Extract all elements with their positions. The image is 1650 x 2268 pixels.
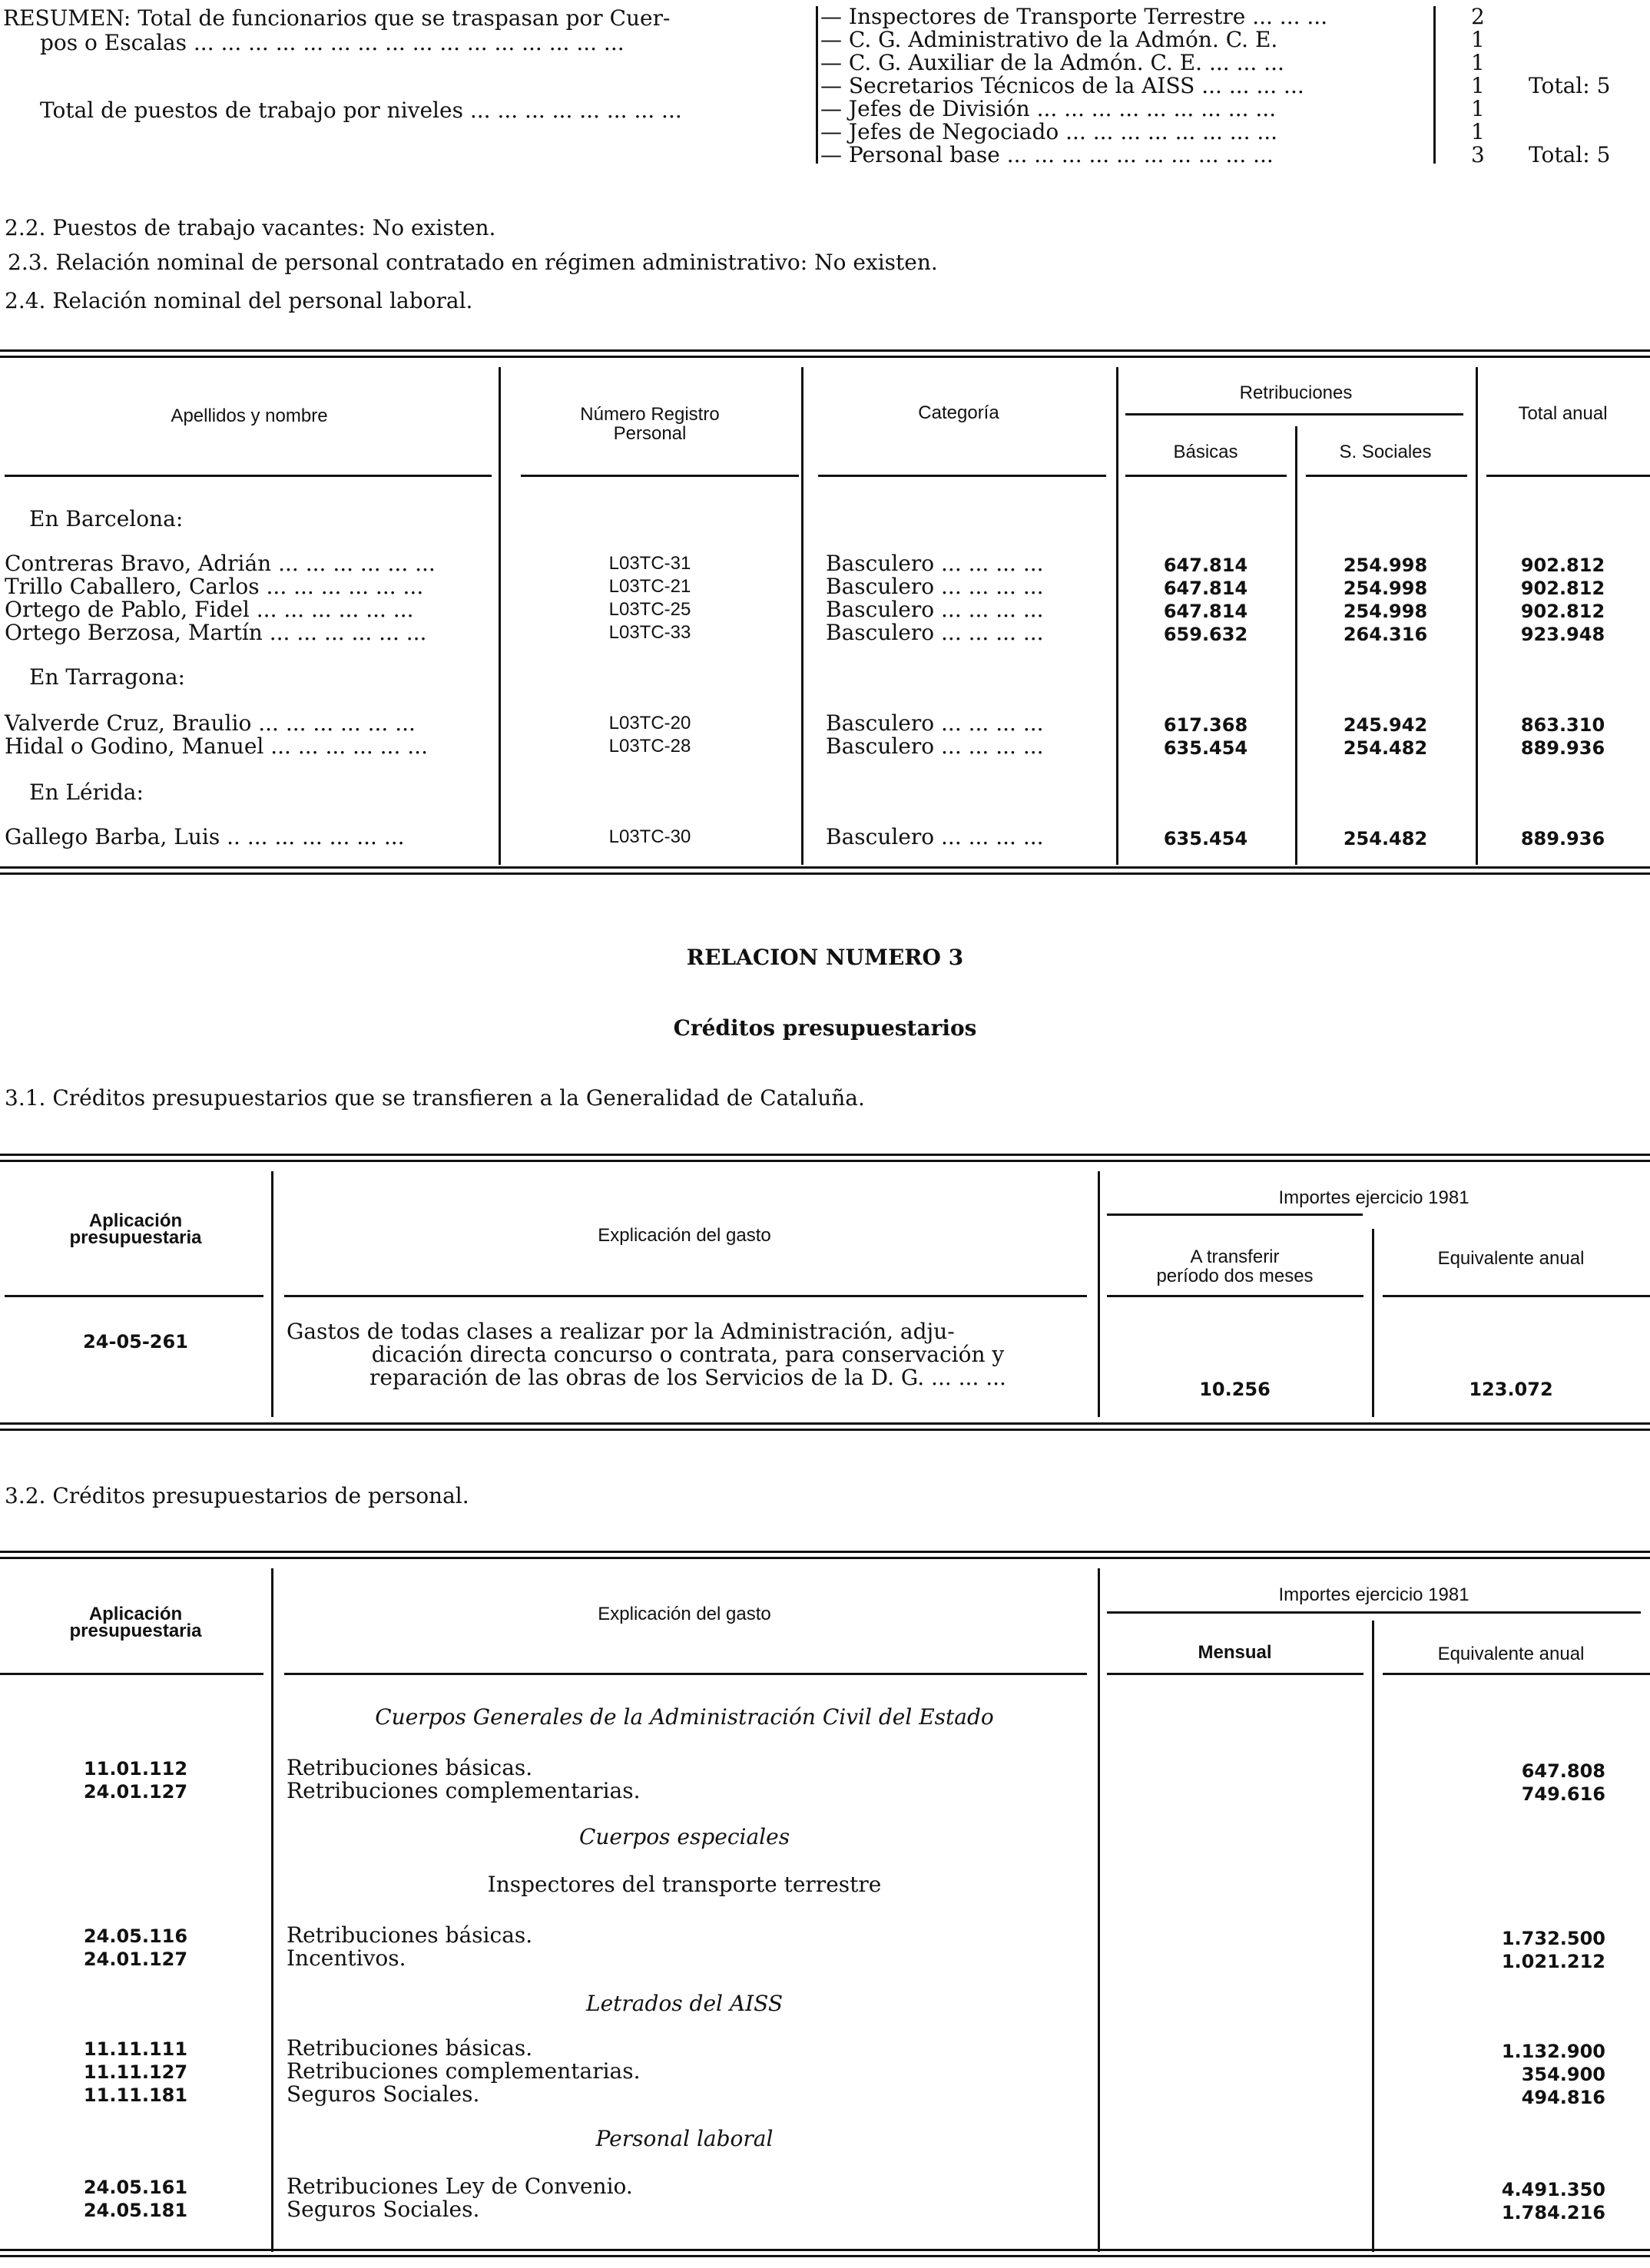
location-group: En Tarragona: [29, 664, 185, 690]
total-value: 923.948 [1520, 624, 1605, 645]
header-anual: Equivalente anual [1437, 1644, 1585, 1664]
resumen-item-label: — C. G. Auxiliar de la Admón. C. E. ... ... ... [820, 50, 1284, 75]
header-categoria: Categoría [918, 402, 999, 423]
employee-name: Ortego de Pablo, Fidel ... ... ... ... ... ... [5, 597, 414, 622]
aplicacion-code: 24.01.127 [83, 1781, 188, 1803]
importes-underline [1107, 1611, 1641, 1614]
explicacion: Retribuciones complementarias. [287, 2058, 641, 2084]
categoria: Basculero ... ... ... ... [826, 597, 1044, 622]
anual-value: 1.021.212 [1501, 1951, 1605, 1972]
explicacion-line: Gastos de todas clases a realizar por la Administración, adju- [287, 1319, 955, 1344]
explicacion: Seguros Sociales. [287, 2197, 480, 2222]
basicas-value: 647.814 [1163, 578, 1248, 599]
total-value: 889.936 [1520, 737, 1605, 759]
column-divider [271, 1171, 273, 1417]
double-rule [0, 866, 1650, 869]
header-underline [818, 475, 1106, 477]
relacion-subtitle: Créditos presupuestarios [673, 1015, 977, 1041]
anual-value: 1.132.900 [1501, 2041, 1605, 2062]
resumen-item-count: 1 [1471, 50, 1485, 75]
categoria: Basculero ... ... ... ... [826, 733, 1044, 759]
registro-number: L03TC-31 [608, 553, 691, 574]
transferir-value: 10.256 [1199, 1379, 1271, 1400]
header-underline [1107, 1295, 1363, 1297]
section-heading: Cuerpos Generales de la Administración Civil del Estado [375, 1704, 994, 1730]
anual-value: 647.808 [1521, 1760, 1605, 1782]
explicacion: Retribuciones complementarias. [287, 1778, 641, 1803]
aplicacion-code: 11.11.181 [83, 2084, 188, 2106]
registro-number: L03TC-20 [608, 713, 691, 733]
anual-value: 123.072 [1469, 1379, 1553, 1400]
aplicacion-code: 24.05.116 [83, 1925, 188, 1947]
header-explicacion: Explicación del gasto [598, 1604, 771, 1624]
relacion-title: RELACION NUMERO 3 [686, 945, 964, 970]
header-registro: Número Registro [580, 404, 720, 425]
header-underline [1306, 475, 1467, 477]
sociales-value: 254.482 [1343, 737, 1428, 759]
explicacion: Retribuciones básicas. [287, 1922, 533, 1948]
header-underline [1125, 475, 1287, 477]
header-transferir: período dos meses [1156, 1266, 1314, 1286]
registro-number: L03TC-21 [608, 576, 691, 597]
resumen-brace-line [816, 6, 818, 164]
importes-underline [1107, 1213, 1363, 1216]
resumen-item-count: 1 [1471, 96, 1485, 121]
section-heading: Letrados del AISS [585, 1991, 784, 2016]
employee-name: Valverde Cruz, Braulio ... ... ... ... ... ... [5, 710, 416, 736]
anual-value: 4.491.350 [1501, 2179, 1605, 2200]
resumen-item-total: Total: 5 [1529, 73, 1611, 98]
location-group: En Barcelona: [29, 506, 184, 531]
column-divider [1295, 426, 1297, 865]
aplicacion-code: 11.11.111 [83, 2038, 188, 2060]
explicacion-line: reparación de las obras de los Servicios de la D. G. ... ... ... [369, 1365, 1006, 1390]
header-underline [0, 1673, 263, 1675]
aplicacion-code: 24.05.181 [83, 2200, 188, 2221]
basicas-value: 635.454 [1163, 737, 1248, 759]
double-rule [0, 1551, 1650, 1553]
header-total: Total anual [1518, 403, 1608, 424]
registro-number: L03TC-25 [608, 599, 691, 620]
section-3-2: 3.2. Créditos presupuestarios de personal. [5, 1483, 469, 1508]
header-sociales: S. Sociales [1339, 442, 1432, 462]
employee-name: Contreras Bravo, Adrián ... ... ... ... ... ... [5, 551, 436, 576]
section-2-2: 2.2. Puestos de trabajo vacantes: No existen. [5, 215, 496, 240]
double-rule [0, 872, 1650, 875]
header-anual: Equivalente anual [1437, 1248, 1585, 1269]
header-basicas: Básicas [1173, 442, 1238, 462]
total-value: 902.812 [1520, 601, 1605, 622]
explicacion: Retribuciones básicas. [287, 1755, 533, 1780]
categoria: Basculero ... ... ... ... [826, 551, 1044, 576]
column-divider [801, 367, 803, 865]
section-heading: Cuerpos especiales [578, 1824, 790, 1849]
retribuciones-underline [1125, 413, 1463, 416]
explicacion-line: dicación directa concurso o contrata, para conservación y [371, 1342, 1005, 1367]
resumen-item-count: 1 [1471, 119, 1485, 144]
basicas-value: 617.368 [1163, 714, 1248, 736]
double-rule [0, 1429, 1650, 1431]
resumen-item-count: 1 [1471, 73, 1485, 98]
header-underline [284, 1295, 1087, 1297]
header-underline [5, 1295, 263, 1297]
explicacion: Incentivos. [287, 1945, 406, 1971]
total-value: 902.812 [1520, 555, 1605, 576]
header-underline [1383, 1673, 1650, 1675]
categoria: Basculero ... ... ... ... [826, 824, 1044, 849]
section-heading: Inspectores del transporte terrestre [487, 1872, 882, 1897]
aplicacion-code: 11.11.127 [83, 2061, 188, 2083]
basicas-value: 647.814 [1163, 601, 1248, 622]
column-divider [1372, 1621, 1374, 2252]
header-underline [5, 475, 492, 477]
section-2-3: 2.3. Relación nominal de personal contratado en régimen administrativo: No existen. [8, 250, 938, 275]
resumen-count-divider [1433, 6, 1436, 164]
sociales-value: 264.316 [1343, 624, 1428, 645]
explicacion: Seguros Sociales. [287, 2081, 480, 2107]
resumen-item-label: — Personal base ... ... ... ... ... ... ... ... ... ... [820, 142, 1274, 167]
anual-value: 494.816 [1521, 2087, 1605, 2108]
employee-name: Hidal o Godino, Manuel ... ... ... ... ... ... [5, 733, 428, 759]
basicas-value: 659.632 [1163, 624, 1248, 645]
basicas-value: 635.454 [1163, 828, 1248, 849]
anual-value: 1.732.500 [1501, 1928, 1605, 1949]
categoria: Basculero ... ... ... ... [826, 710, 1044, 736]
section-2-4: 2.4. Relación nominal del personal laboral. [5, 288, 473, 313]
registro-number: L03TC-28 [608, 736, 691, 757]
header-explicacion: Explicación del gasto [598, 1225, 771, 1246]
aplicacion-code: 24.01.127 [83, 1948, 188, 1970]
header-importes: Importes ejercicio 1981 [1278, 1584, 1469, 1605]
sociales-value: 245.942 [1343, 714, 1428, 736]
sociales-value: 254.482 [1343, 828, 1428, 849]
double-rule [0, 356, 1650, 358]
double-rule [0, 1154, 1650, 1156]
explicacion: Retribuciones Ley de Convenio. [287, 2174, 633, 2199]
double-rule [0, 2255, 1650, 2257]
employee-name: Gallego Barba, Luis .. ... ... ... ... ... ... [5, 824, 405, 849]
header-underline [1383, 1295, 1650, 1297]
location-group: En Lérida: [29, 780, 144, 805]
double-rule [0, 1422, 1650, 1425]
aplicacion-code: 11.01.112 [83, 1758, 188, 1780]
sociales-value: 254.998 [1343, 601, 1428, 622]
section-heading: Personal laboral [595, 2126, 774, 2151]
header-aplicacion: presupuestaria [69, 1227, 202, 1248]
double-rule [0, 1557, 1650, 1559]
header-aplicacion: presupuestaria [69, 1621, 202, 1641]
resumen-line-3: Total de puestos de trabajo por niveles ... ... ... ... ... ... ... ... [40, 98, 682, 123]
header-name: Apellidos y nombre [171, 406, 328, 426]
double-rule [0, 1160, 1650, 1162]
sociales-value: 254.998 [1343, 555, 1428, 576]
header-aplicacion: Aplicación [88, 1604, 183, 1624]
categoria: Basculero ... ... ... ... [826, 574, 1044, 599]
explicacion: Retribuciones básicas. [287, 2035, 533, 2061]
resumen-item-count: 2 [1471, 4, 1485, 29]
resumen-item-label: — C. G. Administrativo de la Admón. C. E. [820, 27, 1278, 52]
employee-name: Trillo Caballero, Carlos ... ... ... ... ... ... [5, 574, 424, 599]
total-value: 889.936 [1520, 828, 1605, 849]
total-value: 902.812 [1520, 578, 1605, 599]
resumen-item-label: — Inspectores de Transporte Terrestre ... ... ... [820, 4, 1328, 29]
resumen-item-label: — Jefes de División ... ... ... ... ... ... ... ... ... [820, 96, 1277, 121]
header-aplicacion: Aplicación [88, 1210, 183, 1231]
basicas-value: 647.814 [1163, 555, 1248, 576]
registro-number: L03TC-30 [608, 826, 691, 847]
anual-value: 749.616 [1521, 1783, 1605, 1805]
header-underline [284, 1673, 1087, 1675]
column-divider [1098, 1568, 1100, 2252]
resumen-item-label: — Jefes de Negociado ... ... ... ... ... ... ... ... [820, 119, 1278, 144]
employee-name: Ortego Berzosa, Martín ... ... ... ... ... ... [5, 620, 427, 645]
header-importes: Importes ejercicio 1981 [1278, 1187, 1469, 1208]
double-rule [0, 349, 1650, 352]
registro-number: L03TC-33 [608, 622, 691, 643]
resumen-item-count: 1 [1471, 27, 1485, 52]
section-3-1: 3.1. Créditos presupuestarios que se transfieren a la Generalidad de Cataluña. [5, 1085, 865, 1111]
header-retribuciones: Retribuciones [1239, 382, 1353, 403]
categoria: Basculero ... ... ... ... [826, 620, 1044, 645]
resumen-item-count: 3 [1471, 142, 1485, 167]
aplicacion-code: 24.05.161 [83, 2177, 188, 2198]
total-value: 863.310 [1520, 714, 1605, 736]
resumen-item-total: Total: 5 [1529, 142, 1611, 167]
header-registro: Personal [613, 423, 687, 444]
header-underline [1486, 475, 1650, 477]
header-underline [521, 475, 799, 477]
resumen-item-label: — Secretarios Técnicos de la AISS ... ... ... ... [820, 73, 1304, 98]
header-mensual: Mensual [1198, 1642, 1272, 1663]
aplicacion-code: 24-05-261 [83, 1331, 188, 1353]
anual-value: 1.784.216 [1501, 2202, 1605, 2223]
header-transferir: A transferir [1190, 1247, 1280, 1267]
double-rule [0, 2249, 1650, 2251]
header-underline [1107, 1673, 1363, 1675]
resumen-line-2: pos o Escalas ... ... ... ... ... ... ... ... ... ... ... ... ... ... ... ... [40, 30, 625, 55]
resumen-line-1: RESUMEN: Total de funcionarios que se traspasan por Cuer- [3, 5, 671, 31]
sociales-value: 254.998 [1343, 578, 1428, 599]
anual-value: 354.900 [1521, 2064, 1605, 2085]
